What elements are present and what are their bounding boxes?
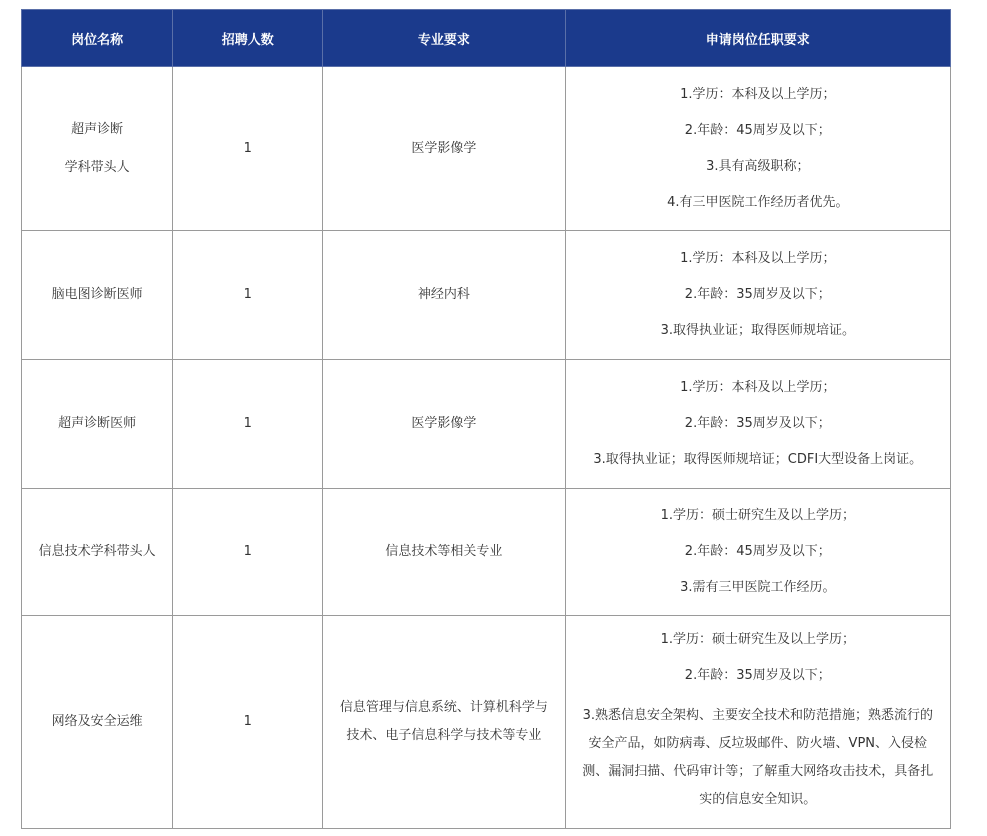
recruitment-table-container [21,9,951,829]
major-cell: 信息技术等相关专业 [323,489,565,616]
requirement-line: 1.学历：本科及以上学历； [680,380,836,395]
table-row [22,67,951,231]
position-name-cell: 信息技术学科带头人 [22,489,173,616]
position-name-cell: 脑电图诊断医师 [22,231,173,360]
position-name-cell [22,67,173,231]
position-name-line: 学科带头人 [64,159,130,175]
position-name-cell: 超声诊断医师 [22,360,173,489]
requirement-line: 3.具有高级职称； [706,158,810,174]
requirement-line: 2.年龄：35周岁及以下； [684,287,831,302]
table-row [22,489,951,616]
requirement-line: 1.学历：硕士研究生及以上学历； [660,632,855,647]
requirement-line: 1.学历：本科及以上学历； [680,251,836,266]
headcount-cell: 1 [173,616,323,829]
requirement-line: 2.年龄：35周岁及以下； [684,668,831,683]
requirement-line: 1.学历：硕士研究生及以上学历； [660,508,855,523]
major-text: 信息管理与信息系统、计算机科学与技术、电子信息科学与技术等专业 [339,700,548,743]
position-name-line: 超声诊断 [71,121,124,137]
header-position-name: 岗位名称 [22,10,173,67]
major-cell: 医学影像学 [323,360,565,489]
requirements-cell [565,616,950,829]
header-headcount: 招聘人数 [173,10,323,67]
table-row [22,360,951,489]
requirement-line: 3.取得执业证；取得医师规培证。 [660,323,855,338]
major-cell: 医学影像学 [323,67,565,231]
header-major: 专业要求 [323,10,565,67]
table-row [22,231,951,360]
requirements-cell [565,67,950,231]
requirements-cell [565,360,950,489]
headcount-cell: 1 [173,231,323,360]
position-name-cell: 网络及安全运维 [22,616,173,829]
headcount-cell: 1 [173,67,323,231]
requirement-line: 2.年龄：45周岁及以下； [684,544,831,559]
headcount-cell: 1 [173,360,323,489]
requirement-line: 2.年龄：35周岁及以下； [684,416,831,431]
major-cell: 神经内科 [323,231,565,360]
requirements-cell [565,489,950,616]
header-requirements: 申请岗位任职要求 [565,10,950,67]
major-cell [323,616,565,829]
requirement-line: 3.取得执业证；取得医师规培证；CDFI大型设备上岗证。 [593,452,923,467]
requirement-line: 3.需有三甲医院工作经历。 [680,580,836,595]
requirement-line: 2.年龄：45周岁及以下； [684,122,831,138]
requirement-line: 1.学历：本科及以上学历； [680,86,836,102]
recruitment-table [21,9,951,829]
table-row [22,616,951,829]
requirements-cell [565,231,950,360]
table-header-row [22,10,951,67]
headcount-cell: 1 [173,489,323,616]
requirement-line: 4.有三甲医院工作经历者优先。 [667,194,849,210]
requirement-line: 3.熟悉信息安全架构、主要安全技术和防范措施；熟悉流行的安全产品，如防病毒、反垃圾邮件、防火墙、VPN、入侵检测、漏洞扫描、代码审计等；了解重大网络攻击技术，具备扎实的信息安全知识。 [582,708,934,807]
